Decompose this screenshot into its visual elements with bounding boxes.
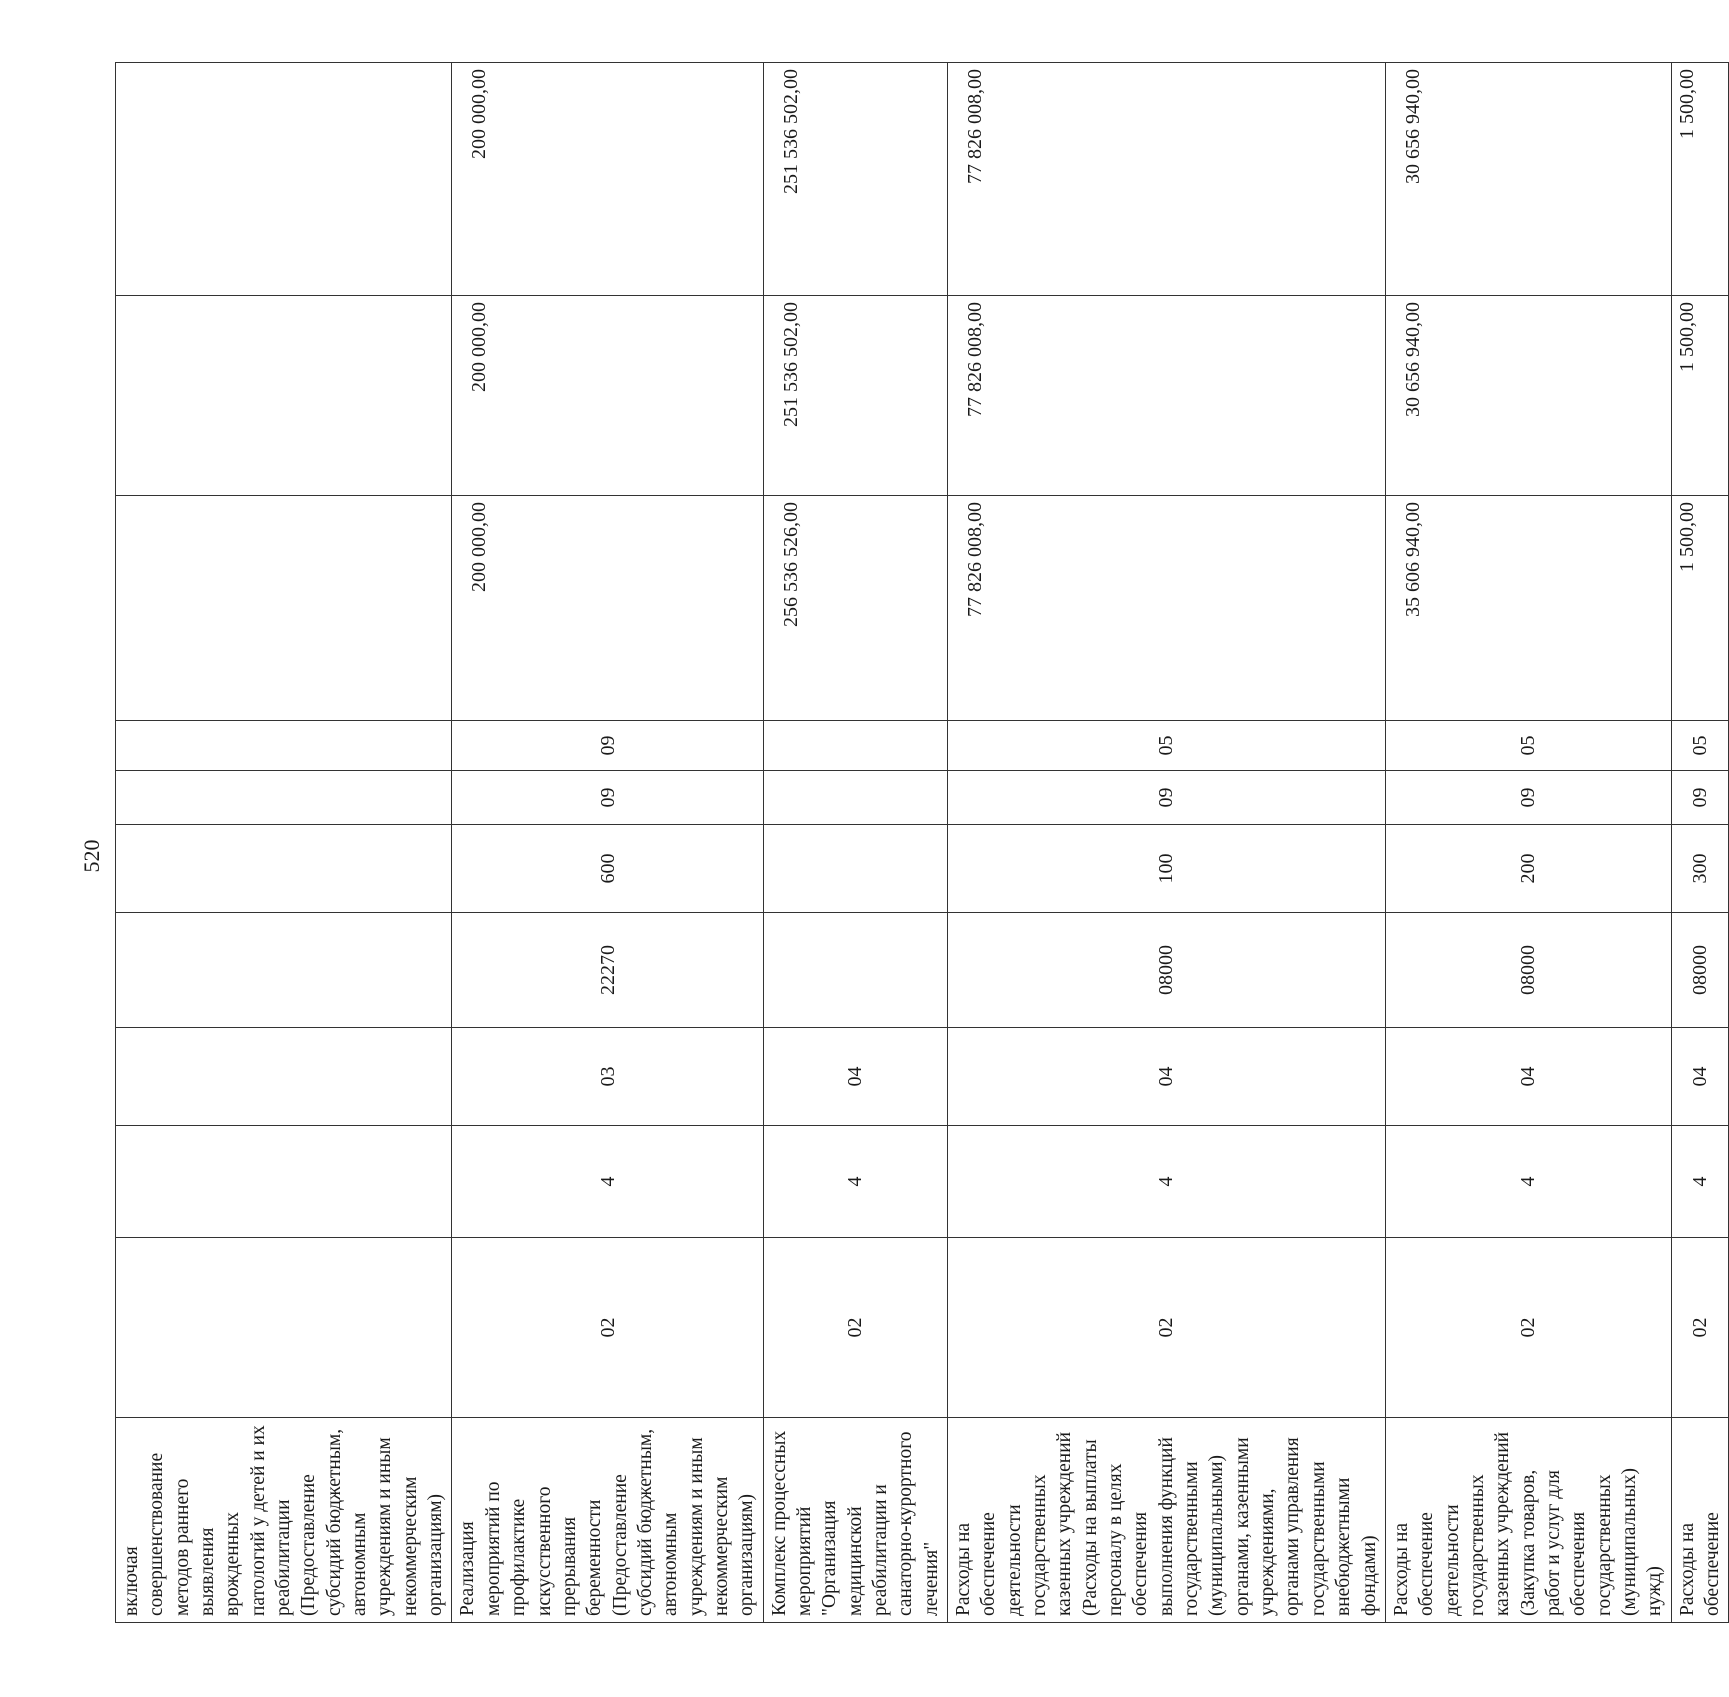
cell-amount-3: 77 826 008,00 [948, 63, 1386, 296]
cell-expense-type: 300 [1671, 825, 1729, 913]
cell-subsection: 09 [452, 721, 763, 771]
cell-amount-3: 30 656 940,00 [1385, 63, 1671, 296]
cell-direction [116, 913, 452, 1028]
cell-section [763, 771, 947, 825]
cell-section: 09 [1385, 771, 1671, 825]
cell-amount-2: 200 000,00 [452, 296, 763, 496]
cell-program: 02 [948, 1238, 1386, 1418]
table-row [763, 63, 947, 1623]
table-row [1671, 63, 1729, 1623]
table-row [948, 63, 1386, 1623]
cell-amount-3 [116, 63, 452, 296]
cell-amount-1 [116, 496, 452, 721]
cell-subsection: 05 [1671, 721, 1729, 771]
cell-subsection [116, 721, 452, 771]
cell-subprogram: 4 [1385, 1126, 1671, 1238]
cell-direction: 08000 [1385, 913, 1671, 1028]
cell-subprogram: 4 [763, 1126, 947, 1238]
cell-amount-2: 30 656 940,00 [1385, 296, 1671, 496]
cell-section: 09 [452, 771, 763, 825]
cell-program: 02 [452, 1238, 763, 1418]
cell-expense-type [763, 825, 947, 913]
table-body [116, 63, 1729, 1623]
budget-table [115, 62, 1729, 1623]
table-row [116, 63, 452, 1623]
cell-event: 04 [1385, 1028, 1671, 1126]
cell-amount-1: 77 826 008,00 [948, 496, 1386, 721]
cell-amount-2 [116, 296, 452, 496]
cell-direction: 08000 [1671, 913, 1729, 1028]
cell-amount-3: 1 500,00 [1671, 63, 1729, 296]
cell-program: 02 [1671, 1238, 1729, 1418]
page-number: 520 [79, 839, 104, 873]
row-description: Расходы на обеспечение деятельности государственных казенных учреждений (Расходы на выплаты персоналу в целях обеспечения выполнения функций государственными (муниципальными) органами, казенными учреждениями, органами управления государственными внебюджетными фондами) [948, 1418, 1386, 1623]
cell-expense-type: 200 [1385, 825, 1671, 913]
cell-amount-2: 77 826 008,00 [948, 296, 1386, 496]
row-description: Реализация мероприятий по профилактике искусственного прерывания беременности (Предоставление субсидий бюджетным, автономным учреждениям и иным некоммерческим организациям) [452, 1418, 763, 1623]
cell-subprogram: 4 [948, 1126, 1386, 1238]
cell-subsection: 05 [1385, 721, 1671, 771]
cell-direction: 22270 [452, 913, 763, 1028]
cell-amount-1: 256 536 526,00 [763, 496, 947, 721]
table-row [1385, 63, 1671, 1623]
cell-subsection [763, 721, 947, 771]
cell-event: 04 [763, 1028, 947, 1126]
cell-program: 02 [763, 1238, 947, 1418]
cell-section [116, 771, 452, 825]
cell-subprogram [116, 1126, 452, 1238]
cell-amount-1: 200 000,00 [452, 496, 763, 721]
row-description: Комплекс процессных мероприятий "Организация медицинской реабилитации и санаторно-курортного лечения" [763, 1418, 947, 1623]
row-description: включая совершенствование методов раннего выявления врожденных патологий у детей и их реабилитации (Предоставление субсидий бюджетным, автономным учреждениям и иным некоммерческим организациям) [116, 1418, 452, 1623]
cell-subprogram: 4 [452, 1126, 763, 1238]
cell-subprogram: 4 [1671, 1126, 1729, 1238]
cell-direction: 08000 [948, 913, 1386, 1028]
cell-expense-type [116, 825, 452, 913]
cell-event [116, 1028, 452, 1126]
cell-program: 02 [1385, 1238, 1671, 1418]
cell-event: 03 [452, 1028, 763, 1126]
cell-amount-2: 1 500,00 [1671, 296, 1729, 496]
cell-section: 09 [1671, 771, 1729, 825]
row-description: Расходы на обеспечение деятельности государственных казенных учреждений (Закупка товаров, работ и услуг для обеспечения государственных (муниципальных) нужд) [1385, 1418, 1671, 1623]
cell-expense-type: 100 [948, 825, 1386, 913]
cell-amount-1: 35 606 940,00 [1385, 496, 1671, 721]
rotated-table-container [115, 63, 1723, 1623]
cell-amount-3: 251 536 502,00 [763, 63, 947, 296]
cell-amount-1: 1 500,00 [1671, 496, 1729, 721]
cell-expense-type: 600 [452, 825, 763, 913]
cell-section: 09 [948, 771, 1386, 825]
cell-event: 04 [948, 1028, 1386, 1126]
table-row [452, 63, 763, 1623]
cell-amount-2: 251 536 502,00 [763, 296, 947, 496]
cell-subsection: 05 [948, 721, 1386, 771]
row-description: Расходы на обеспечение [1671, 1418, 1729, 1623]
cell-program [116, 1238, 452, 1418]
cell-direction [763, 913, 947, 1028]
cell-amount-3: 200 000,00 [452, 63, 763, 296]
cell-event: 04 [1671, 1028, 1729, 1126]
